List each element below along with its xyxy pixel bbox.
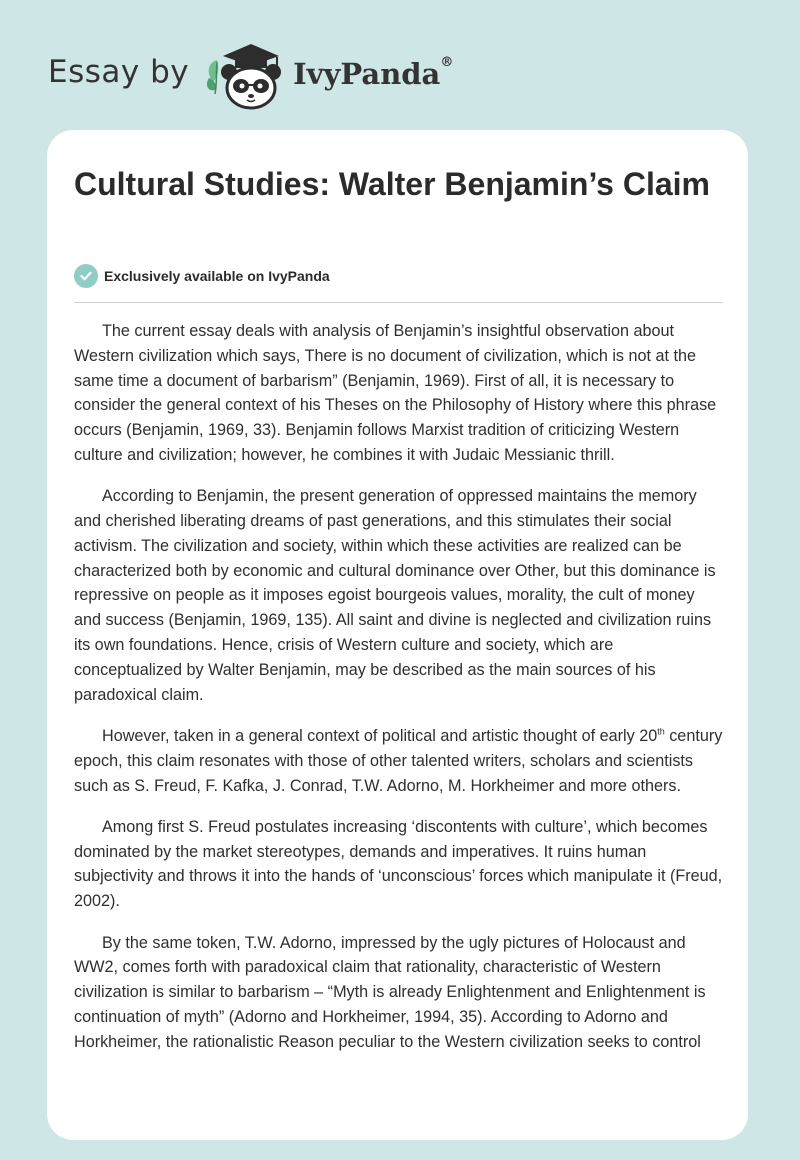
check-circle-icon — [74, 264, 98, 288]
paragraph: According to Benjamin, the present generation of oppressed maintains the memory and cherished liberating dreams of past generations, and this stimulates their social activism. The civilization and society, within which these activities are realized can be characterized both by economic and cultural dominance over Other, but this dominance is repressive on people as it imposes egoist bourgeois values, morality, the cult of money and success (Benjamin, 1969, 135). All saint and divine is neglected and civilization ruins its own foundations. Hence, crisis of Western culture and society, which are conceptualized by Walter Benjamin, may be described as the main sources of his paradoxical claim. — [74, 487, 716, 704]
paragraph: Among first S. Freud postulates increasing ‘discontents with culture’, which becomes dominated by the market stereotypes, demands and imperatives. It ruins human subjectivity and throws it into the hands of ‘unconscious’ forces which manipulate it (Freud, 2002). — [74, 817, 723, 911]
exclusive-label: Exclusively available on IvyPanda — [104, 268, 330, 284]
divider — [74, 302, 723, 303]
essay-by-label: Essay by — [48, 54, 190, 90]
paragraph: The current essay deals with analysis of Benjamin’s insightful observation about Western civilization which says, There is no document of civilization, which is not at the same time a document of barbarism” (Benjamin, 1969). First of all, it is necessary to consider the general context of his Theses on the Philosophy of History where this phrase occurs (Benjamin, 1969, 33). Benjamin follows Marxist tradition of criticizing Western culture and civilization; however, he combines it with Judaic Messianic thrill. — [74, 322, 717, 464]
paragraph: By the same token, T.W. Adorno, impressed by the ugly pictures of Holocaust and WW2, comes forth with paradoxical claim that rationality, characteristic of Western civilization is similar to barbarism – “Myth is already Enlightenment and Enlightenment is continuation of myth” (Adorno and Horkheimer, 1994, 35). According to Adorno and Horkheimer, the rationalistic Reason peculiar to the Western civilization seeks to control — [74, 933, 706, 1051]
paragraph — [74, 724, 725, 798]
superscript: th — [657, 726, 665, 737]
essay-card — [47, 130, 748, 1140]
brand-text: IvyPanda — [293, 57, 441, 91]
exclusive-badge — [74, 264, 330, 288]
registered-mark: ® — [440, 55, 454, 70]
paragraph-text: However, taken in a general context of political and artistic thought of early 20 — [102, 726, 658, 745]
essay-body — [74, 319, 725, 1071]
brand-name[interactable] — [293, 57, 453, 91]
paragraph-text: century epoch, this claim resonates with those of other talented writers, scholars and scientists such as S. Freud, F. Kafka, J. Conrad, T.W. Adorno, M. Horkheimer and more others. — [74, 726, 723, 795]
site-header — [48, 32, 453, 112]
panda-graduation-cap-icon[interactable] — [203, 32, 287, 112]
page-title: Cultural Studies: Walter Benjamin’s Claim — [74, 166, 710, 202]
